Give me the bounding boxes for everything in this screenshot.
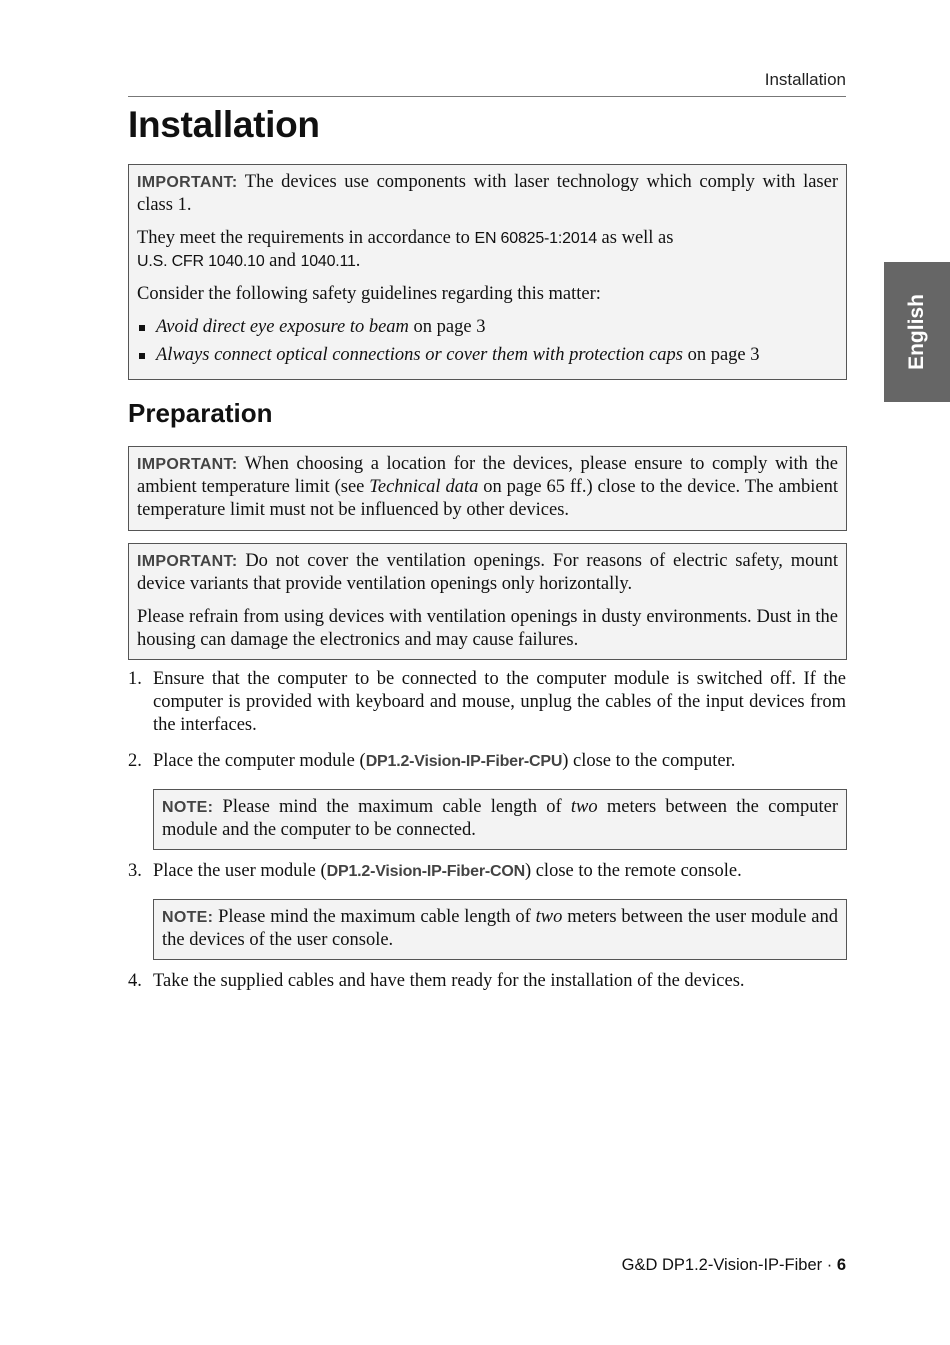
page-number: 6 <box>836 1256 846 1274</box>
ventilation-note-box <box>128 543 847 660</box>
ventilation-note-para-1: IMPORTANT: Do not cover the ventilation openings. For reasons of electric safety, mount device variants that provide ventilation openings only horizontally. <box>137 551 838 594</box>
cross-reference-link[interactable]: Technical data <box>369 477 479 497</box>
laser-safety-para-3: Consider the following safety guidelines regarding this matter: <box>137 284 601 304</box>
laser-safety-box <box>128 164 847 380</box>
step-2 <box>128 750 846 773</box>
con-cable-note-box <box>153 899 847 960</box>
footer-product: G&D DP1.2-Vision-IP-Fiber · <box>621 1256 837 1274</box>
module-name: DP1.2-Vision-IP-Fiber-CPU <box>365 753 563 770</box>
step-number: 3. <box>128 861 142 881</box>
language-tab-label: English <box>905 294 928 370</box>
step-text: Take the supplied cables and have them ready for the installation of the devices. <box>153 971 745 991</box>
step-text: Place the user module (DP1.2-Vision-IP-Fiber-CON) close to the remote console. <box>153 861 742 881</box>
header-rule <box>128 96 846 97</box>
page-footer <box>128 1256 846 1275</box>
standard-ref: EN 60825-1:2014 <box>474 230 597 247</box>
step-text: Place the computer module (DP1.2-Vision-IP-Fiber-CPU) close to the computer. <box>153 751 736 771</box>
note-label: NOTE: <box>162 799 214 816</box>
step-number: 4. <box>128 971 142 991</box>
temperature-note-box <box>128 446 847 531</box>
laser-safety-para-1: IMPORTANT: The devices use components with laser technology which comply with laser class 1. <box>137 172 838 215</box>
con-cable-note-text: NOTE: Please mind the maximum cable length of two meters between the user module and the devices of the user console. <box>162 907 838 950</box>
note-label: NOTE: <box>162 909 214 926</box>
step-3 <box>128 860 846 883</box>
safety-guideline-list <box>137 316 838 367</box>
step-text: Ensure that the computer to be connected to the computer module is switched off. If the computer is provided with keyboard and mouse, unplug the cables of the input devices from the interfaces. <box>153 669 846 735</box>
list-item: Avoid direct eye exposure to beam on page 3 <box>137 316 838 339</box>
list-item: Always connect optical connections or cover them with protection caps on page 3 <box>137 344 838 367</box>
important-label: IMPORTANT: <box>137 174 238 191</box>
cpu-cable-note-text: NOTE: Please mind the maximum cable length of two meters between the computer module and the computer to be connected. <box>162 797 838 840</box>
important-label: IMPORTANT: <box>137 456 238 473</box>
step-number: 1. <box>128 669 142 689</box>
running-header: Installation <box>764 70 846 89</box>
cpu-cable-note-box <box>153 789 847 850</box>
temperature-note-text: IMPORTANT: When choosing a location for the devices, please ensure to comply with the ambient temperature limit (see Technical data on page 65 ff.) close to the device. The ambient temperature limit must not be influenced by other devices. <box>137 454 838 520</box>
cross-reference-link[interactable]: Avoid direct eye exposure to beam <box>156 317 409 337</box>
step-1 <box>128 668 846 737</box>
step-4 <box>128 970 846 993</box>
standard-ref: 1040.11 <box>300 253 356 270</box>
step-number: 2. <box>128 751 142 771</box>
module-name: DP1.2-Vision-IP-Fiber-CON <box>326 863 525 880</box>
important-label: IMPORTANT: <box>137 553 238 570</box>
page-title: Installation <box>128 104 320 145</box>
cross-reference-link[interactable]: Always connect optical connections or cover them with protection caps <box>156 345 683 365</box>
section-title: Preparation <box>128 398 273 428</box>
standard-ref: U.S. CFR 1040.10 <box>137 253 265 270</box>
laser-safety-para-2: They meet the requirements in accordance to EN 60825-1:2014 as well as U.S. CFR 1040.10 and 1040.11. <box>137 228 674 271</box>
language-tab <box>884 262 950 402</box>
ventilation-note-para-2: Please refrain from using devices with ventilation openings in dusty environments. Dust in the housing can damage the electronics and may cause failures. <box>137 607 838 650</box>
